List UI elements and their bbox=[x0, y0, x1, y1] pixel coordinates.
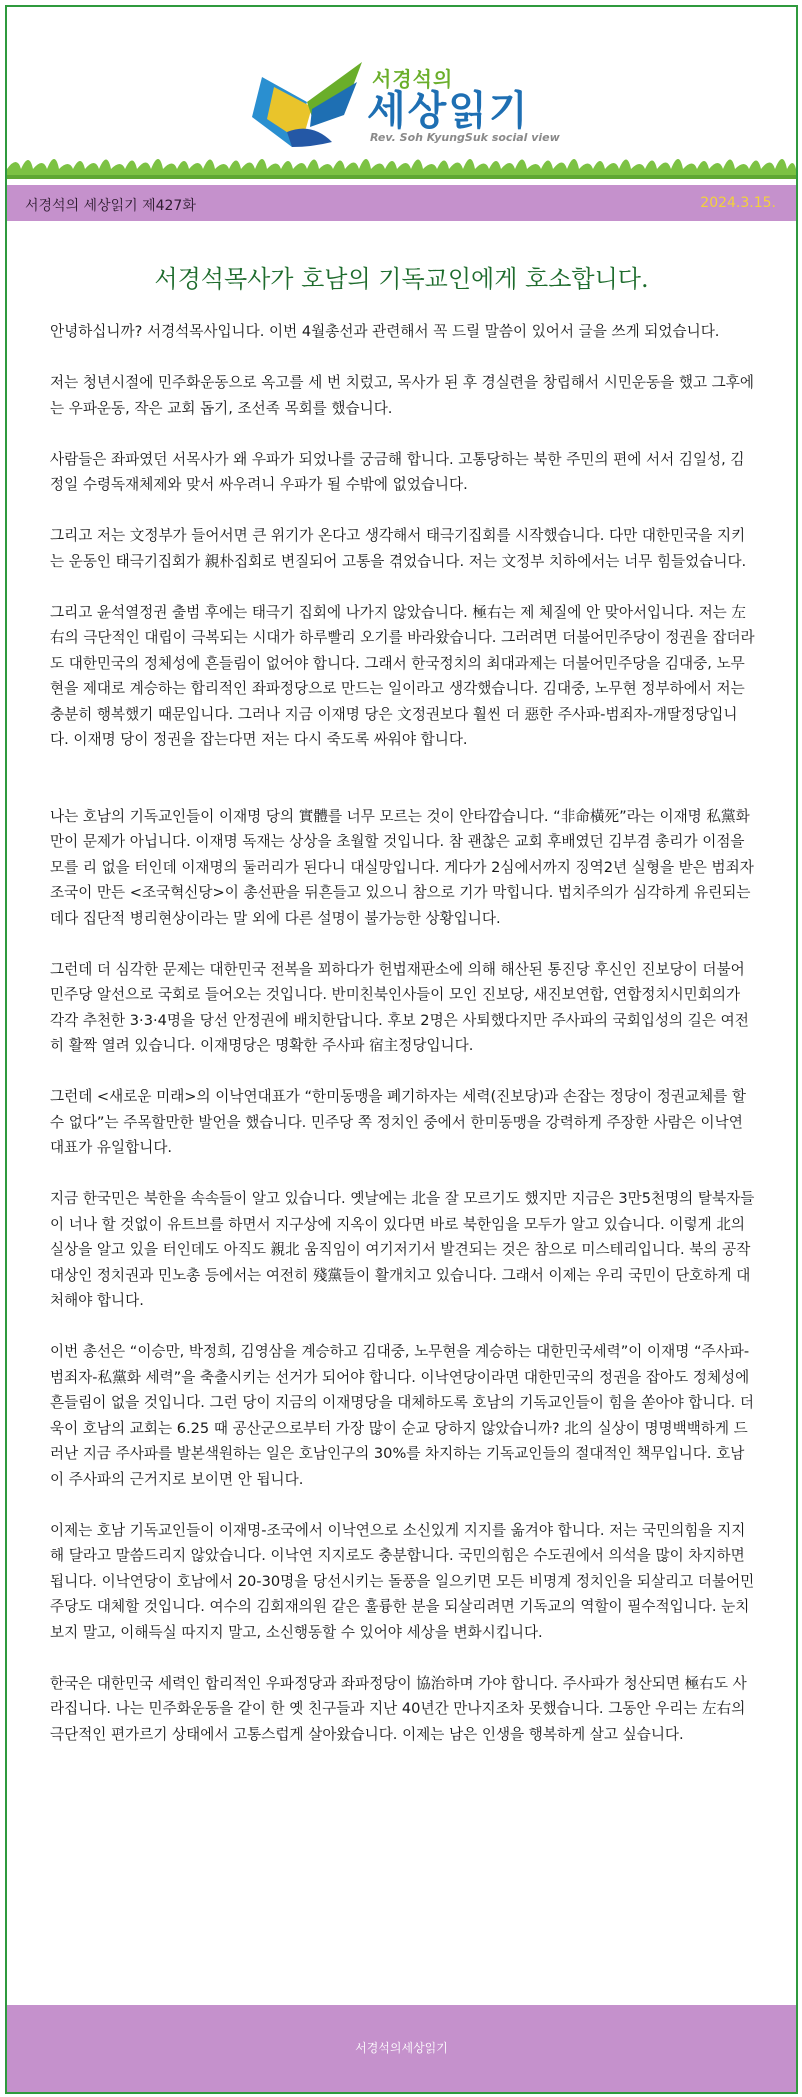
issue-bar bbox=[7, 185, 796, 221]
logo-title: 세상읽기 bbox=[367, 88, 530, 134]
footer-text: 서경석의세상읽기 bbox=[355, 2041, 448, 2055]
article-title: 서경석목사가 호남의 기독교인에게 호소합니다. bbox=[154, 265, 649, 293]
article-paragraph: 그런데 더 심각한 문제는 대한민국 전복을 꾀하다가 헌법재판소에 의해 해산된 통진당 후신인 진보당이 더불어민주당 알선으로 국회로 들어오는 것입니다. 반미친북인사들이 모인 진보당, 새진보연합, 연합정치시민회의가 각각 추천한 3·3·4명을 당선 안정권에 배치한답니다. 후보 2명은 사퇴했다지만 주사파의 국회입성의 길은 여전히 활짝 열려 있습니다. 이재명당은 명확한 주사파 宿主정당입니다. bbox=[50, 960, 749, 1054]
footer-bar bbox=[7, 2005, 796, 2092]
issue-label: 서경석의 세상읽기 제427화 bbox=[25, 198, 196, 214]
article-body bbox=[50, 319, 755, 1773]
article-paragraph: 한국은 대한민국 세력인 합리적인 우파정당과 좌파정당이 協治하며 가야 합니다. 주사파가 청산되면 極右도 사라집니다. 나는 민주화운동을 같이 한 옛 친구들과 지난 40년간 만나지조차 못했습니다. 그동안 우리는 左右의 극단적인 편가르기 상태에서 고통스럽게 살아왔습니다. 이제는 남은 인생을 행복하게 살고 싶습니다. bbox=[50, 1674, 747, 1743]
article-paragraph: 지금 한국민은 북한을 속속들이 알고 있습니다. 옛날에는 北을 잘 모르기도 했지만 지금은 3만5천명의 탈북자들이 너나 할 것없이 유트브를 하면서 지구상에 지옥이 있다면 바로 북한임을 모두가 알고 있습니다. 이렇게 北의 실상을 알고 있을 터인데도 아직도 親北 움직임이 여기저기서 발견되는 것은 참으로 미스테리입니다. 북의 공작대상인 정치권과 민노총 등에서는 여전히 殘黨들이 활개치고 있습니다. 그래서 이제는 우리 국민이 단호하게 대처해야 합니다. bbox=[50, 1190, 755, 1309]
open-book-logo-icon bbox=[252, 47, 372, 157]
article-paragraph: 나는 호남의 기독교인들이 이재명 당의 實體를 너무 모르는 것이 안타깝습니다. “非命橫死”라는 이재명 私黨화만이 문제가 아닙니다. 이재명 독재는 상상을 초월할 것입니다. 참 괜찮은 교회 후배였던 김부겸 총리가 이점을 모를 리 없을 터인데 이재명의 둘러리가 된다니 대실망입니다. 게다가 2심에서까지 징역2년 실형을 받은 범죄자 조국이 만든 <조국혁신당>이 총선판을 뒤흔들고 있으니 참으로 기가 막힙니다. 법치주의가 심각하게 유린되는데다 집단적 병리현상이라는 말 외에 다른 설명이 불가능한 상황입니다. bbox=[50, 807, 754, 927]
article-paragraph: 그런데 <새로운 미래>의 이낙연대표가 “한미동맹을 폐기하자는 세력(진보당)과 손잡는 정당이 정권교체를 할 수 없다”는 주목할만한 발언을 했습니다. 민주당 쪽 정치인 중에서 한미동맹을 강력하게 주장한 사람은 이낙연대표가 유일합니다. bbox=[50, 1088, 746, 1156]
article-paragraph: 안녕하십니까? 서경석목사입니다. 이번 4월총선과 관련해서 꼭 드릴 말씀이 있어서 글을 쓰게 되었습니다. bbox=[50, 323, 720, 340]
grass-decoration-icon bbox=[7, 147, 796, 185]
logo-tagline: Rev. Soh KyungSuk social view bbox=[370, 131, 560, 144]
issue-date: 2024.3.15. bbox=[700, 195, 776, 211]
article-paragraph: 이번 총선은 “이승만, 박정희, 김영삼을 계승하고 김대중, 노무현을 계승하는 대한민국세력”이 이재명 “주사파-범죄자-私黨화 세력”을 축출시키는 선거가 되어야 합니다. 이낙연당이라면 대한민국의 정권을 잡아도 정체성에 흔들림이 없을 것입니다. 그런 당이 지금의 이재명당을 대체하도록 호남의 기독교인들이 힘을 쏟아야 합니다. 더욱이 호남의 교회는 6.25 때 공산군으로부터 가장 많이 순교 당하지 않았습니까? 北의 실상이 명명백백하게 드러난 지금 주사파를 발본색원하는 일은 호남인구의 30%를 차지하는 기독교인들의 절대적인 책무입니다. 호남이 주사파의 근거지로 보이면 안 됩니다. bbox=[50, 1343, 754, 1488]
article-paragraph: 이제는 호남 기독교인들이 이재명-조국에서 이낙연으로 소신있게 지지를 옮겨야 합니다. 저는 국민의힘을 지지해 달라고 말씀드리지 않았습니다. 이낙연 지지로도 충분합니다. 국민의힘은 수도권에서 의석을 많이 차지하면 됩니다. 이낙연당이 호남에서 20-30명을 당선시키는 돌풍을 일으키면 모든 비명계 정치인을 되살리고 더불어민주당도 대체할 것입니다. 여수의 김회재의원 같은 훌륭한 분을 되살리려면 기독교의 역할이 필수적입니다. 눈치보지 말고, 이해득실 따지지 말고, 소신행동할 수 있어야 세상을 변화시킵니다. bbox=[50, 1521, 755, 1641]
article-paragraph: 사람들은 좌파였던 서목사가 왜 우파가 되었나를 궁금해 합니다. 고통당하는 북한 주민의 편에 서서 김일성, 김정일 수령독재체제와 맞서 싸우려니 우파가 될 수밖에 없었습니다. bbox=[50, 450, 745, 493]
article-paragraph: 저는 청년시절에 민주화운동으로 옥고를 세 번 치렀고, 목사가 된 후 경실련을 창립해서 시민운동을 했고 그후에는 우파운동, 작은 교회 돕기, 조선족 목회를 했습니다. bbox=[50, 374, 754, 417]
article-paragraph: 그리고 윤석열정권 출범 후에는 태극기 집회에 나가지 않았습니다. 極右는 제 체질에 안 맞아서입니다. 저는 左右의 극단적인 대립이 극복되는 시대가 하루빨리 오기를 바라왔습니다. 그러려면 더불어민주당이 정권을 잡더라도 대한민국의 정체성에 흔들림이 없어야 합니다. 그래서 한국정치의 최대과제는 더불어민주당을 김대중, 노무현을 제대로 계승하는 합리적인 좌파정당으로 만드는 일이라고 생각했습니다. 김대중, 노무현 정부하에서 저는 충분히 행복했기 때문입니다. 그러나 지금 이재명 당은 文정권보다 훨씬 더 惡한 주사파-범죄자-개딸정당입니다. 이재명 당이 정권을 잡는다면 저는 다시 죽도록 싸워야 합니다. bbox=[50, 603, 755, 748]
logo-subtitle: 서경석의 bbox=[372, 67, 454, 91]
article-paragraph: 그리고 저는 文정부가 들어서면 큰 위기가 온다고 생각해서 태극기집회를 시작했습니다. 다만 대한민국을 지키는 운동인 태극기집회가 親朴집회로 변질되어 고통을 겪었습니다. 저는 文정부 치하에서는 너무 힘들었습니다. bbox=[50, 527, 747, 570]
header bbox=[7, 7, 796, 185]
newsletter-frame bbox=[5, 5, 798, 2094]
